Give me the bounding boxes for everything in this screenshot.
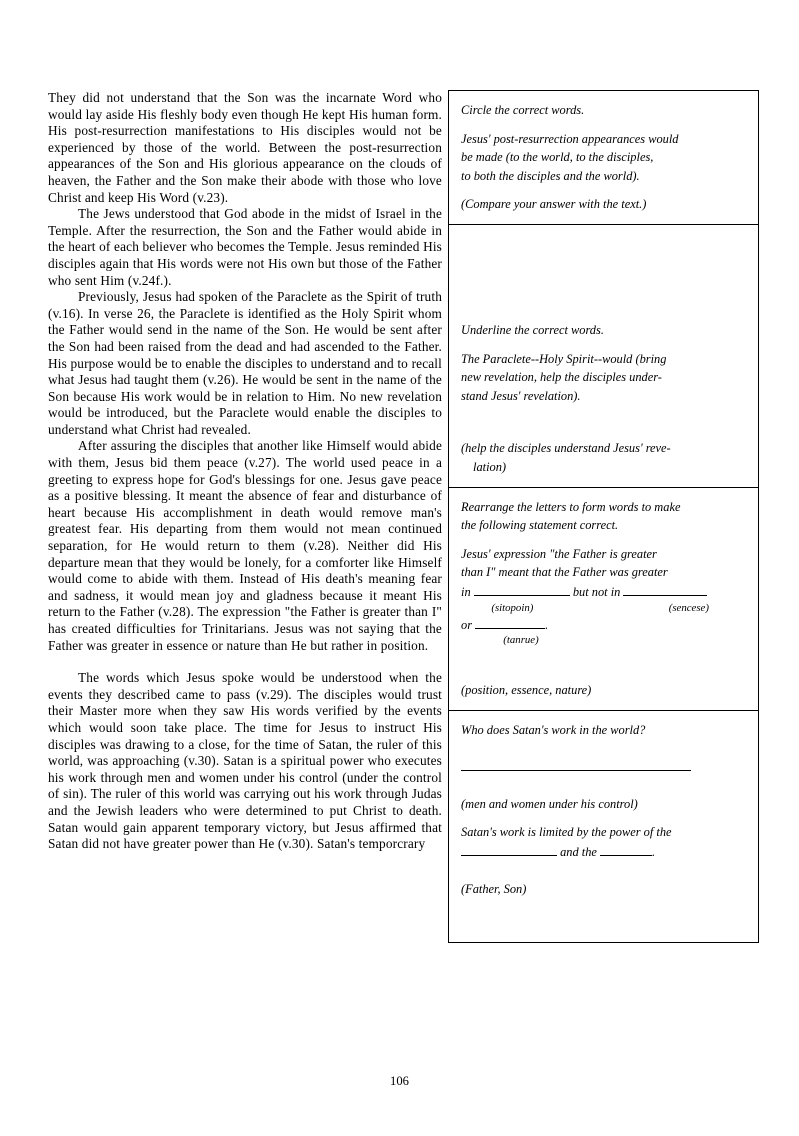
scramble-hint-1: (sitopoin)	[491, 601, 534, 614]
exercise-box-2	[449, 225, 758, 488]
page-number: 106	[390, 1074, 409, 1088]
answer-blank-satan-agents[interactable]	[461, 757, 691, 771]
exercise-3-fill2-suffix: .	[545, 617, 549, 632]
spacer	[461, 739, 746, 757]
exercise-3-instruction-line-1: Rearrange the letters to form words to make	[461, 499, 681, 514]
exercise-box-3	[449, 488, 758, 711]
paragraph-3: Previously, Jesus had spoken of the Paraclete as the Spirit of truth (v.16). In verse 26, the Paraclete is identified as the Holy Spirit whom the Father would send in the name of the Son. He would be sent after the Son had been raised from the dead and had ascended to the Father. His purpose would be to enable the disciples to understand and to recall what Jesus had taught them (v.26). He would be sent in the name of the Son because His work would be in relation to Him. No new revelation would be introduced, but the Paraclete would enable the disciples to understand what Christ had revealed.	[48, 289, 442, 437]
exercise-1-instruction: Circle the correct words.	[461, 103, 585, 117]
exercise-4-answer-2: (Father, Son)	[461, 881, 527, 896]
exercise-4-fill-suffix: .	[652, 845, 656, 860]
exercise-1-note: (Compare your answer with the text.)	[461, 197, 647, 212]
fill-blank-essence[interactable]	[623, 582, 707, 596]
spacer	[461, 303, 746, 321]
exercise-2-answer-line-2: lation)	[473, 459, 507, 474]
spacer	[461, 777, 746, 795]
exercise-3-fill2-prefix: or	[461, 617, 476, 632]
exercise-4-fill-middle: and the	[557, 845, 601, 860]
exercise-1-statement-line-1: Jesus' post-resurrection appearances would	[461, 131, 679, 146]
exercise-4-statement: Satan's work is limited by the power of the	[461, 825, 672, 840]
scramble-hint-2: (sencese)	[668, 601, 709, 614]
exercise-2-instruction: Underline the correct words.	[461, 322, 604, 337]
paragraph-5: The words which Jesus spoke would be understood when the events they described came to pass (v.29). The disciples would trust their Master more when they saw His words verified by the events which would soon take place. The time for Jesus to instruct His disciples was drawing to a close, for the time of Satan, the ruler of this world, was approaching (v.30). Satan is a spiritual power who executes his work through men and women under his control (under the control of sin). The ruler of this world was carrying out his work through Judas and the Jewish leaders who were determined to put Christ to death. Satan would gain apparent temporary victory, but Jesus affirmed that Satan did not have greater power than He (v.30). Satan's temporcrary	[48, 670, 442, 852]
fill-blank-son[interactable]	[600, 842, 652, 856]
fill-blank-position[interactable]	[474, 582, 570, 596]
exercise-4-question: Who does Satan's work in the world?	[461, 722, 646, 737]
exercise-boxes-column	[448, 90, 759, 943]
exercise-3-statement-line-2: than I" meant that the Father was greater	[461, 565, 668, 580]
spacer	[461, 120, 746, 130]
exercise-3-scramble-row-2	[461, 634, 746, 647]
fill-blank-father[interactable]	[461, 842, 557, 856]
spacer	[461, 235, 746, 269]
exercise-box-1	[449, 91, 758, 225]
exercise-3-fill-row-2	[461, 615, 746, 635]
paragraph-1: They did not understand that the Son was the incarnate Word who would lay aside His fleshly body even though He kept His human form. His post-resurrection manifestations to His disciples would not be experienced by those of the world. Between the post-resurrection appearances of the Son and His glorious appearance on the clouds of heaven, the Father and the Son make their abode with those who love Christ and keep His Word (v.23).	[48, 90, 442, 205]
paragraph-gap	[48, 654, 442, 670]
scramble-hint-3: (tanrue)	[503, 634, 539, 647]
spacer	[461, 269, 746, 303]
exercise-2-statement-line-2: new revelation, help the disciples under-	[461, 370, 662, 385]
exercise-3-fill-middle: but not in	[569, 584, 624, 599]
spacer	[461, 813, 746, 823]
exercise-3-scramble-row	[461, 602, 746, 615]
spacer	[461, 405, 746, 439]
exercise-3-answer: (position, essence, nature)	[461, 683, 592, 698]
paragraph-2: The Jews understood that God abode in the midst of Israel in the Temple. After the resurrection, the Son and the Father would abide in the heart of each believer who becomes the Temple. Jesus reminded His disciples again that His words were not His own but those of the Father who sent Him (v.24f.).	[48, 206, 442, 288]
exercise-2-statement-line-3: stand Jesus' revelation).	[461, 388, 581, 403]
paragraph-4: After assuring the disciples that another like Himself would abide with them, Jesus bid them peace (v.27). The world used peace in a greeting to express hope for God's blessings for one. Jesus gave peace as a positive blessing. It meant the absence of fear and disturbance of heart because His accomplishment in death would remove man's greatest fear. His departing from them would not mean continued separation, for He would return to them (v.28). Neither did His departure mean that they would be lonely, for a comforter like Himself would come to abide with them. Instead of His death's meaning fear and sadness, it would mean joy and gladness because it meant His return to the Father (v.28). The expression "the Father is greater than I" has created difficulties for Trinitarians. Jesus was not saying that the Father was greater in essence or nature than He but rather in position.	[48, 438, 442, 653]
exercise-4-answer-blank-row	[461, 757, 746, 777]
exercise-box-4	[449, 711, 758, 943]
fill-blank-nature[interactable]	[475, 615, 545, 629]
spacer	[461, 647, 746, 681]
exercise-2-statement-line-1: The Paraclete--Holy Spirit--would (bring	[461, 351, 667, 366]
exercise-2-answer-line-1: (help the disciples understand Jesus' reve-	[461, 441, 671, 456]
spacer	[461, 340, 746, 350]
body-text-column	[48, 90, 448, 853]
exercise-3-statement-line-1: Jesus' expression "the Father is greater	[461, 546, 657, 561]
exercise-4-fill-row	[461, 842, 746, 862]
spacer	[461, 862, 746, 880]
exercise-1-statement-line-2: be made (to the world, to the disciples,	[461, 150, 654, 165]
spacer	[461, 535, 746, 545]
exercise-3-fill-prefix: in	[461, 584, 474, 599]
exercise-3-fill-row-1	[461, 582, 746, 602]
exercise-1-statement-line-3: to both the disciples and the world).	[461, 168, 640, 183]
spacer	[461, 185, 746, 195]
page-content	[48, 90, 765, 943]
exercise-3-instruction-line-2: the following statement correct.	[461, 518, 619, 533]
two-column-layout	[48, 90, 765, 943]
exercise-4-answer-1: (men and women under his control)	[461, 796, 638, 811]
